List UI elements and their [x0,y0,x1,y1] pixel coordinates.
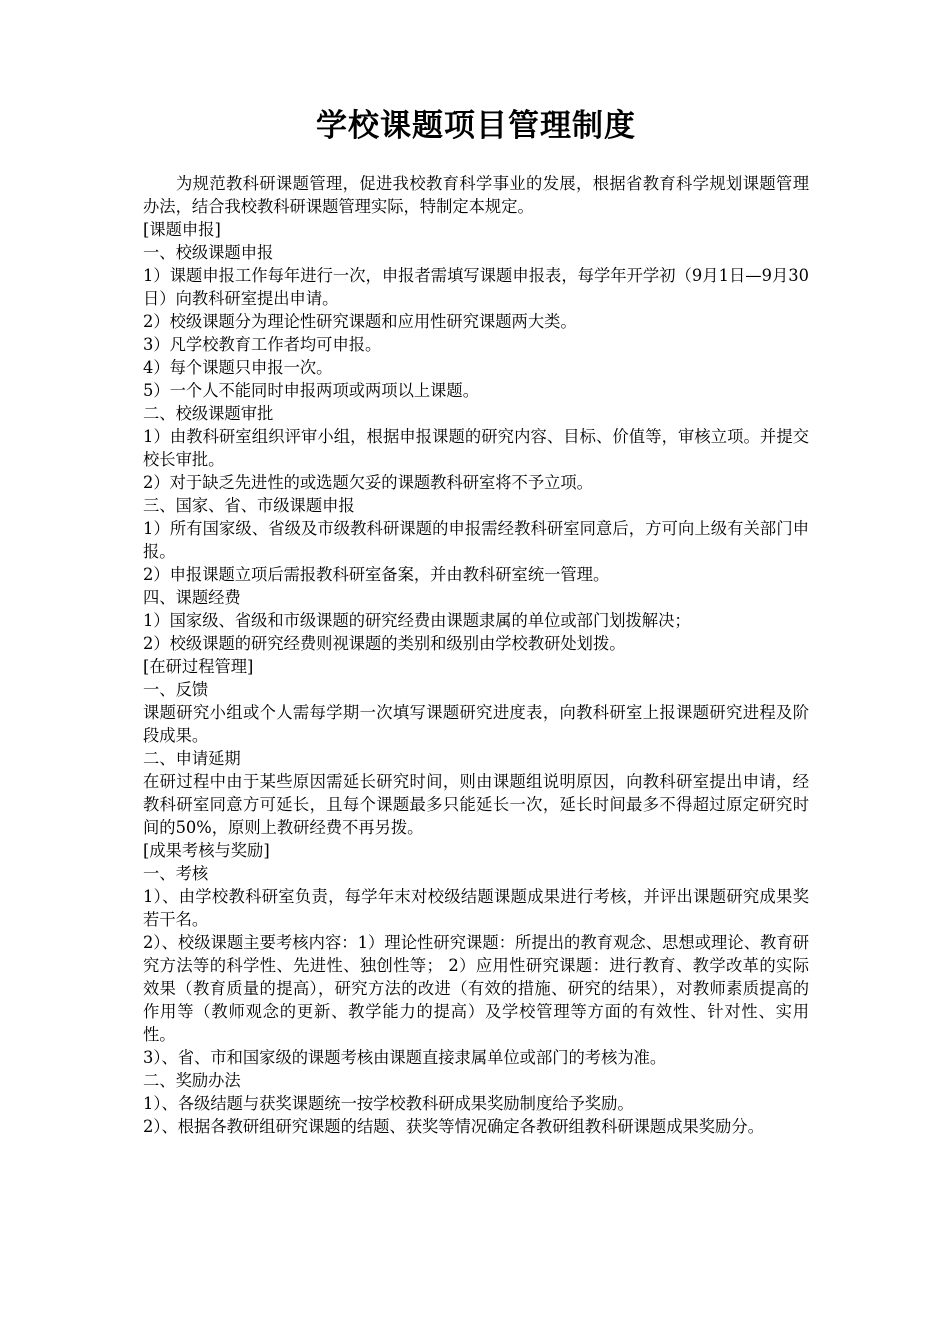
subsection-heading: 二、申请延期 [143,749,241,768]
list-item: 3）、省、市和国家级的课题考核由课题直接隶属单位或部门的考核为准。 [143,1048,667,1067]
subsection-heading: 二、奖励办法 [143,1071,241,1090]
subsection-heading: 一、反馈 [143,680,209,699]
subsection-heading: 四、课题经费 [143,588,241,607]
list-item: 1）所有国家级、省级及市级教科研课题的申报需经教科研室同意后，方可向上级有关部门申报。 [143,519,809,561]
section-heading: [课题申报] [143,220,221,239]
list-item: 1）、各级结题与获奖课题统一按学校教科研成果奖励制度给予奖励。 [143,1094,634,1113]
document-page [143,100,809,1138]
paragraph: 课题研究小组或个人需每学期一次填写课题研究进度表，向教科研室上报课题研究进程及阶段成果。 [143,703,809,745]
list-item: 4）每个课题只申报一次。 [143,358,333,377]
list-item: 2）、根据各教研组研究课题的结题、获奖等情况确定各教研组教科研课题成果奖励分。 [143,1117,764,1136]
list-item: 2）对于缺乏先进性的或选题欠妥的课题教科研室将不予立项。 [143,473,593,492]
list-item: 2）校级课题分为理论性研究课题和应用性研究课题两大类。 [143,312,577,331]
list-item: 2）校级课题的研究经费则视课题的类别和级别由学校教研处划拨。 [143,634,626,653]
subsection-heading: 一、考核 [143,864,209,883]
list-item: 1）、由学校教科研室负责，每学年末对校级结题课题成果进行考核，并评出课题研究成果奖若干名。 [143,887,809,929]
list-item: 5）一个人不能同时申报两项或两项以上课题。 [143,381,479,400]
list-item: 2）申报课题立项后需报教科研室备案，并由教科研室统一管理。 [143,565,610,584]
list-item: 1）由教科研室组织评审小组，根据申报课题的研究内容、目标、价值等，审核立项。并提交校长审批。 [143,427,809,469]
subsection-heading: 一、校级课题申报 [143,243,274,262]
section-heading: [成果考核与奖励] [143,841,270,860]
list-item: 3）凡学校教育工作者均可申报。 [143,335,382,354]
list-item: 2）、校级课题主要考核内容：1）理论性研究课题：所提出的教育观念、思想或理论、教育研究方法等的科学性、先进性、独创性等； 2）应用性研究课题：进行教育、教学改革的实际效果（教育质量的提高），研究方法的改进（有效的措施、研究的结果），对教师素质提高的作用等（教师观念的更新、教学能力的提高）及学校管理等方面的有效性、针对性、实用性。 [143,933,809,1044]
intro-paragraph: 为规范教科研课题管理，促进我校教育科学事业的发展，根据省教育科学规划课题管理办法，结合我校教科研课题管理实际，特制定本规定。 [143,174,809,216]
subsection-heading: 三、国家、省、市级课题申报 [143,496,355,515]
document-title: 学校课题项目管理制度 [316,108,636,144]
list-item: 1）国家级、省级和市级课题的研究经费由课题隶属的单位或部门划拨解决； [143,611,691,630]
paragraph: 在研过程中由于某些原因需延长研究时间，则由课题组说明原因，向教科研室提出申请，经教科研室同意方可延长，且每个课题最多只能延长一次，延长时间最多不得超过原定研究时间的50%，原则上教研经费不再另拨。 [143,772,809,837]
subsection-heading: 二、校级课题审批 [143,404,274,423]
list-item: 1）课题申报工作每年进行一次，申报者需填写课题申报表，每学年开学初（9月1日—9月30日）向教科研室提出申请。 [143,266,810,308]
section-heading: [在研过程管理] [143,657,254,676]
